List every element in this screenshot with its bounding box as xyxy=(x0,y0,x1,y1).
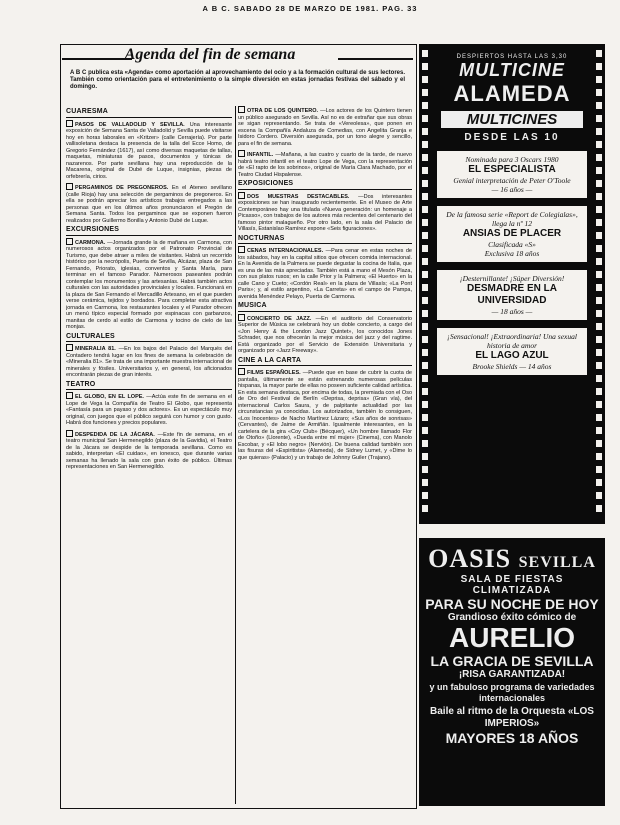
film-hole xyxy=(422,141,428,148)
film-hole xyxy=(422,323,428,330)
oasis-city: SEVILLA xyxy=(518,554,596,571)
film-hole xyxy=(596,89,602,96)
film-hole xyxy=(422,63,428,70)
film-hole xyxy=(422,219,428,226)
film-title: DESMADRE EN LA UNIVERSIDAD xyxy=(466,283,557,306)
checkbox-icon xyxy=(238,368,245,375)
film-hole xyxy=(422,362,428,369)
oasis-line3: PARA SU NOCHE DE HOY xyxy=(425,596,599,612)
film-hole xyxy=(422,271,428,278)
agenda-item xyxy=(238,314,412,355)
film-note: Brooke Shields — 14 años xyxy=(472,362,552,371)
agenda-item xyxy=(66,430,232,471)
oasis-name: OASIS xyxy=(428,544,512,573)
film-hole xyxy=(596,232,602,239)
film-note: Genial interpretación de Peter O'Toole xyxy=(453,176,571,185)
agenda-item-text: —Jornada grande la de mañana en Carmona, con numerosos actos organizados por el Patronato Provincial de Turismo, que debe atraer a miles de visitantes. Habrá un recorrido histórico por la necrópolis, Puerta de Sevilla, Alcázar, plaza de San Fernando, Priorato, iglesias, conventos y Santa María, para terminar en el famoso Parador. Numerosos paseantes podrán contemplar los monumentos y las artesanías. Habrá también actos culturales con las autoridades provinciales y locales. Funcionará en la plaza de San Fernando el Mercadillo Artesano, en el que pueden verse cerámica, tejidos y bordados. Para completar esta atractiva jornada en Carmona, los restaurantes locales y el Parador ofrecen un menú típico especial formado por espinacas con garbanzos, manitas de cerdo al estilo de Carmona y tocino de cielo de las monjas. xyxy=(66,239,232,330)
film-hole xyxy=(422,388,428,395)
film-hole xyxy=(422,76,428,83)
film-title: EL LAGO AZUL xyxy=(475,350,549,361)
film-hole xyxy=(596,245,602,252)
agenda-item-heading: EL GLOBO, EN EL LOPE. xyxy=(75,394,144,400)
section-heading: CUARESMA xyxy=(66,109,232,118)
agenda-item xyxy=(238,106,412,147)
agenda-item xyxy=(238,192,412,233)
film-hole xyxy=(596,362,602,369)
film-note: ¡Sensacional! ¡Extraordinaria! Una sexual historia de amor xyxy=(447,332,577,350)
cinema-ad xyxy=(419,44,605,524)
oasis-star: AURELIO xyxy=(449,622,575,653)
agenda-item-text: —Puede que en base de cubrir la cuota de pantalla, últimamente se están estrenando numerosas películas hispanas, la mayor parte de ellas no poseen suficiente calidad artística. En esta semana destaca, por encima de todas, la premiada con el Oso de Oro del Festival de Berlín «Deprisa, deprisa» (Gran vía), del internacional Carlos Saura, y de palpitante actualidad por las circunstancias ya conocidas. Los autorizados, también lo consiguen, «Los Inocentes» de Nacho Martínez Lázaro; «Sus años de sonrisas» (Cervantes), de Jaime de Armiñán. Igualmente interesantes, en la cartelera de la gira «Coy Club» (Bécquer), «Un hombre llamado Flor de Otoño» (Llorente), «Dueda entre mí mujer» (Cinema), con Manolo Escobar, y «El lobo negro» (Nervión). De buena calidad también son las fisuras del «Espiritista» (Alameda), de Sidney Lumet, y «Dime lo que quieras» (Palacio) y un trabajo de Johnny Guiler (Trajano). xyxy=(238,370,412,461)
section-heading: EXPOSICIONES xyxy=(238,181,412,190)
film-hole xyxy=(596,115,602,122)
multicines-label: MULTICINES xyxy=(441,111,583,128)
section-heading: EXCURSIONES xyxy=(66,227,232,236)
film-hole xyxy=(422,375,428,382)
film-note: ¡Desternillante! ¡Súper Diversión! xyxy=(459,274,565,283)
film-hole xyxy=(422,310,428,317)
checkbox-icon xyxy=(66,238,73,245)
film-hole xyxy=(596,141,602,148)
agenda-item xyxy=(238,368,412,461)
checkbox-icon xyxy=(238,246,245,253)
agenda-item-heading: DOS MUESTRAS DESTACABLES. xyxy=(247,193,350,200)
film-frame xyxy=(437,206,587,262)
film-hole xyxy=(596,375,602,382)
film-hole xyxy=(596,193,602,200)
film-note: — 18 años — xyxy=(491,307,533,316)
film-hole xyxy=(422,193,428,200)
agenda-item-text: —En los bajos del Palacio del Marqués del Contadero tendrá lugar en los fines de semana la celebración de «Mineralia 81». Se trata de una importante muestra internacional de minerales y fósiles. Universitarios y, en general, los aficionados encontrarán piezas de gran interés. xyxy=(66,346,232,378)
oasis-line5: LA GRACIA DE SEVILLA xyxy=(430,653,594,669)
film-hole xyxy=(422,427,428,434)
cinema-hours: DESPIERTOS HASTA LAS 3,30 xyxy=(456,54,568,60)
film-hole xyxy=(596,128,602,135)
film-hole xyxy=(596,167,602,174)
agenda-item-text: Una interesante exposición de Semana Santa de Valladolid y Sevilla puede visitarse hoy en horas laborales en «Kritzer» (calle Cerrajería). Por parte vallisoletana destaca la presencia de la talla del Ecce Homo, de Gregorio Fernández (1617), así como diversas maquetas de tallas, maquetas, miniaturas de pasos, documentos y túnicas de nazarenos. Por parte sevillana hay una reproducción de la Macarena, original de Dubé de Luque, insignias, piezas de orfebrería, cirios. xyxy=(66,121,232,180)
agenda-item xyxy=(66,344,232,379)
agenda-item-heading: MINERALIA 81. xyxy=(75,346,116,352)
film-hole xyxy=(596,388,602,395)
film-hole xyxy=(422,284,428,291)
film-hole xyxy=(422,232,428,239)
section-heading: MUSICA xyxy=(238,303,412,312)
oasis-line7: y un fabuloso programa de variedades internacionales xyxy=(429,682,595,703)
film-note: De la famosa serie «Report de Colegialas», llega la nº 12 xyxy=(446,210,578,228)
section-heading: CULTURALES xyxy=(66,334,232,343)
film-hole xyxy=(596,310,602,317)
film-hole xyxy=(596,401,602,408)
agenda-column-right xyxy=(238,106,412,806)
film-hole xyxy=(596,336,602,343)
film-hole xyxy=(596,102,602,109)
film-title: ANSIAS DE PLACER xyxy=(462,228,562,239)
film-hole xyxy=(596,427,602,434)
film-note: Exclusiva 18 años xyxy=(484,249,540,258)
agenda-item-heading: FILMS ESPAÑOLES. xyxy=(247,370,301,376)
oasis-line4: Grandioso éxito cómico de xyxy=(447,612,577,623)
oasis-ad xyxy=(419,538,605,806)
column-divider xyxy=(235,106,236,804)
film-hole xyxy=(422,505,428,512)
page-header: A B C. SABADO 28 DE MARZO DE 1981. PAG. 33 xyxy=(202,4,418,13)
agenda-item-text: —Actúa este fin de semana en el Lope de Vega la Compañía de Teatro El Globo, que representa «Fantasía para un payaso y dos actores». Es un espectáculo muy original, con juegos que el público seguirá con humor y con gusto. Habrá dos funciones y precios populares. xyxy=(66,394,232,426)
agenda-item-text: —En el auditorio del Conservatorio Superior de Música se celebrará hoy un doble concierto, a cargo del «Jon Henry & the London Jazz Quintet», los conocidos Jones Schrader, que nos ofrecerán la mejor música del jazz y del ragtime. Está organizado por el Servicio de Extensión Universitaria y organizado por «Jazz Freeway». xyxy=(238,315,412,354)
film-hole xyxy=(596,323,602,330)
section-heading: NOCTURNAS xyxy=(238,236,412,245)
agenda-item-heading: CONCIERTO DE JAZZ. xyxy=(247,315,312,322)
film-hole xyxy=(422,258,428,265)
film-hole xyxy=(422,440,428,447)
oasis-line8: Baile al ritmo de la Orquesta «LOS IMPERIOS» xyxy=(430,706,594,729)
title-rule-right xyxy=(338,58,413,60)
agenda-item xyxy=(238,150,412,178)
agenda-item xyxy=(238,246,412,300)
film-hole xyxy=(422,154,428,161)
oasis-line2: CLIMATIZADA xyxy=(472,585,552,596)
film-hole xyxy=(596,492,602,499)
checkbox-icon xyxy=(238,192,245,199)
film-hole xyxy=(422,50,428,57)
checkbox-icon xyxy=(66,344,73,351)
film-perforations-right xyxy=(595,50,603,520)
agenda-title: Agenda del fin de semana xyxy=(124,46,296,63)
film-hole xyxy=(596,180,602,187)
film-hole xyxy=(596,63,602,70)
film-hole xyxy=(422,180,428,187)
agenda-item-text: —Para cenar en estas noches de los sábados, hay en la capital sitios que ofrecen comida internacional. En la Avenida de la Palmera se puede degustar la cocina de Italia, que es una de las más apreciadas. También está a mano el Mesón Plaza, con sus platos rusos; en la calle Prior y la Palmera; «El Huerto» en la calle Cano y Cueto; «Cordón Real» en la plaza de Villasís; «La Pont Paris»; y, al estilo argentino, «La Carreta» en el campo de Pampa, avenida Menéndez Pelayo, Puerta de Carmona. xyxy=(238,248,412,300)
film-hole xyxy=(596,284,602,291)
film-frame xyxy=(437,151,587,198)
agenda-item-heading: INFANTIL. xyxy=(247,152,274,158)
film-hole xyxy=(422,128,428,135)
checkbox-icon xyxy=(66,430,73,437)
film-hole xyxy=(596,154,602,161)
film-hole xyxy=(596,440,602,447)
film-hole xyxy=(596,76,602,83)
film-hole xyxy=(596,219,602,226)
film-hole xyxy=(422,245,428,252)
agenda-item-heading: CENAS INTERNACIONALES. xyxy=(247,248,324,254)
agenda-item-text: —Los actores de los Quintero tienen un público asegurado en Sevilla. Así no es de extrañar que sus obras se sigan representando. Se trata de «Vereolesa», que ponen en escena la Compañía Andaluza de Comedias, con Angelita Granja e Isidoro Cordero. Diversión asegurada, por un tono alegre y sencillo, para el fin de semana. xyxy=(238,108,412,147)
film-frame xyxy=(437,328,587,375)
film-hole xyxy=(596,505,602,512)
film-note: Nominada para 3 Oscars 1980 xyxy=(465,155,559,164)
film-hole xyxy=(422,466,428,473)
film-hole xyxy=(596,50,602,57)
agenda-item-heading: PASOS DE VALLADOLID Y SEVILLA. xyxy=(75,121,185,128)
agenda-item-heading: CARMONA. xyxy=(75,239,106,246)
agenda-intro: A B C publica esta «Agenda» como aportación al aprovechamiento del ocio y a la formación cultural de sus lectores. También como orientación para el entretenimiento o la simple diversión en estas jornadas festivas del sábado y el domingo. xyxy=(70,70,405,91)
checkbox-icon xyxy=(238,314,245,321)
oasis-line6: ¡RISA GARANTIZADA! xyxy=(458,669,566,680)
checkbox-icon xyxy=(66,120,73,127)
film-hole xyxy=(596,206,602,213)
film-hole xyxy=(422,89,428,96)
film-hole xyxy=(422,479,428,486)
film-hole xyxy=(596,453,602,460)
agenda-item-text: —Dos interesantes exposiciones se han inaugurado recientemente. En el Museo de Arte Contemporáneo hay una titulada «Nueva generación: un homenaje a Picasso», con trabajos de los autores más recientes del centenario del famoso pintor malagueño. Por otro lado, en la sala del Palacio de Villasís, Estanislao Ramírez expone «Seis figuraciones». xyxy=(238,193,412,232)
section-heading: CINE A LA CARTA xyxy=(238,358,412,367)
alameda-title: ALAMEDA xyxy=(453,81,571,106)
film-hole xyxy=(422,336,428,343)
film-hole xyxy=(422,297,428,304)
oasis-logo xyxy=(419,544,605,574)
film-hole xyxy=(596,479,602,486)
checkbox-icon xyxy=(238,106,245,113)
film-hole xyxy=(422,167,428,174)
agenda-column-left xyxy=(66,106,232,806)
film-note: Clasificada «S» xyxy=(488,240,536,249)
film-hole xyxy=(422,102,428,109)
film-hole xyxy=(422,414,428,421)
agenda-item xyxy=(66,183,232,224)
film-note: — 16 años — xyxy=(491,185,533,194)
agenda-item-heading: PERGAMINOS DE PREGONEROS. xyxy=(75,185,169,191)
film-hole xyxy=(422,453,428,460)
agenda-item xyxy=(66,238,232,331)
film-hole xyxy=(422,349,428,356)
agenda-item-heading: DESPEDIDA DE LA JÁCARA. xyxy=(75,431,155,438)
multicine-word: MULTICINE xyxy=(459,60,565,80)
agenda-item xyxy=(66,120,232,181)
film-hole xyxy=(596,258,602,265)
agenda-item-text: En el Ateneo sevillano (calle Rioja) hay una selección de pergaminos de pregoneros. En ella se podrán apreciar los artísticos trabajos entregados a las personas que en los últimos años pronunciaron el Pregón de Semana Santa. Todos los pergaminos que se exponen fueron realizados por Guillermo Bonilla y Antonio Dubé de Luque. xyxy=(66,185,232,224)
agenda-item-text: —Este fin de semana, en el teatro municipal San Hermenegildo (plaza de la Gavidia), el Teatro de la Jácara se despide de la temporada sevillana. Como es sabido, interpretan «El cuidao», en ionesco, que durante varias semanas ha llenado la sala con gran éxito de público. Últimas representaciones en San Hermenegildo. xyxy=(66,431,232,470)
checkbox-icon xyxy=(66,183,73,190)
film-hole xyxy=(422,206,428,213)
oasis-line1: SALA DE FIESTAS xyxy=(460,574,564,585)
film-hole xyxy=(596,271,602,278)
film-title: EL ESPECIALISTA xyxy=(468,164,556,175)
film-list xyxy=(433,151,591,375)
film-hole xyxy=(422,115,428,122)
film-hole xyxy=(596,414,602,421)
agenda-item-text: —Mañana, a las cuatro y cuarto de la tarde, de nuevo habrá teatro infantil en el teatro Lope de Vega, con la representación de «El rapto de los sobrinos», original de María Clara Machado, por el Teatro Ciudad Hispalense. xyxy=(238,152,412,178)
film-perforations-left xyxy=(421,50,429,520)
film-frame xyxy=(437,270,587,320)
section-heading: TEATRO xyxy=(66,382,232,391)
film-hole xyxy=(596,297,602,304)
film-hole xyxy=(596,466,602,473)
film-hole xyxy=(596,349,602,356)
checkbox-icon xyxy=(66,392,73,399)
film-hole xyxy=(422,401,428,408)
cinema-start-time: DESDE LAS 10 xyxy=(464,132,560,143)
agenda-item xyxy=(66,392,232,427)
agenda-item-heading: OTRA DE LOS QUINTERO. xyxy=(247,108,319,114)
oasis-line9: MAYORES 18 AÑOS xyxy=(445,730,579,746)
checkbox-icon xyxy=(238,150,245,157)
film-hole xyxy=(422,492,428,499)
